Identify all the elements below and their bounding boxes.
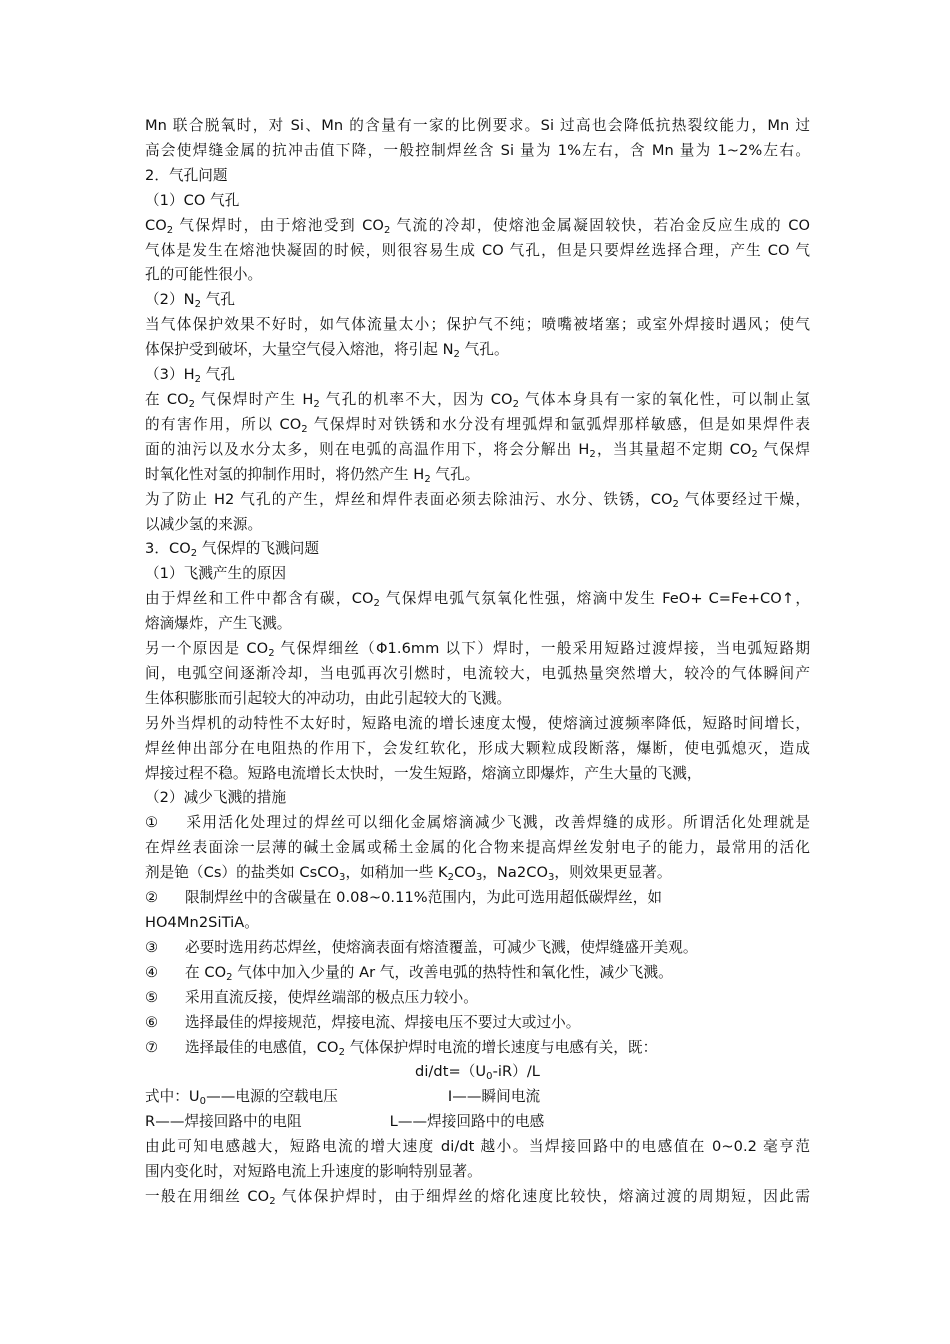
text-line: Mn 联合脱氧时，对 Si、Mn 的含量有一家的比例要求。Si 过高也会降低抗热裂纹能力，Mn 过 xyxy=(145,117,810,134)
formula-legend: R——焊接回路中的电阻 L——焊接回路中的电感 xyxy=(145,1113,545,1131)
text-line: 剂是铯（Cs）的盐类如 CsCO$_3$，如稍加一些 $K_2CO_3$，$Na2CO_3$，则效果更显著。 xyxy=(145,864,672,884)
subsection-heading: （1）CO 气孔 xyxy=(145,191,240,209)
list-item: ③ 必要时选用药芯焊丝，使熔滴表面有熔渣覆盖，可减少飞溅，使焊缝盛开美观。 xyxy=(145,938,698,956)
text-line: 面的油污以及水分太多，则在电弧的高温作用下，将会分解出 $H_2$，当其量超不定期 $CO_2$ 气保焊 xyxy=(145,440,810,460)
text-line: 由于焊丝和工件中都含有碳，$CO_2$ 气保焊电弧气氛氧化性强，熔滴中发生 FeO+ C=Fe+CO↑， xyxy=(145,590,810,610)
text-line: HO4Mn2SiTiA。 xyxy=(145,914,259,931)
text-line: 熔滴爆炸，产生飞溅。 xyxy=(145,615,292,633)
text-line: 由此可知电感越大，短路电流的增大速度 di/dt 越小。当焊接回路中的电感值在 0~0.2 毫亨范 xyxy=(145,1138,810,1156)
list-item: ④ 在 $CO_2$ 气体中加入少量的 Ar 气，改善电弧的热特性和氧化性，减少飞溅。 xyxy=(145,963,673,983)
text-line: 孔的可能性很小。 xyxy=(145,266,263,284)
list-item: ① 采用活化处理过的焊丝可以细化金属熔滴减少飞溅，改善焊缝的成形。所谓活化处理就是 xyxy=(145,814,810,832)
text-line: 体保护受到破坏，大量空气侵入熔池，将引起 $N_2$ 气孔。 xyxy=(145,341,509,361)
list-item: ⑥ 选择最佳的焊接规范，焊接电流、焊接电压不要过大或过小。 xyxy=(145,1013,581,1031)
text-line: 为了防止 H2 气孔的产生，焊丝和焊件表面必须去除油污、水分、铁锈，$CO_2$ 气体要经过干燥， xyxy=(145,490,810,510)
text-line: 以减少氢的来源。 xyxy=(145,515,263,533)
text-line: 围内变化时，对短路电流上升速度的影响特别显著。 xyxy=(145,1163,482,1181)
text-line: 当气体保护效果不好时，如气体流量太小；保护气不纯；喷嘴被堵塞；或室外焊接时遇风；使气 xyxy=(145,316,810,334)
text-line: 生体积膨胀而引起较大的冲动功，由此引起较大的飞溅。 xyxy=(145,689,512,707)
text-line: 焊接过程不稳。短路电流增长太快时，一发生短路，熔滴立即爆炸，产生大量的飞溅， xyxy=(145,764,702,782)
text-line: 高会使焊缝金属的抗冲击值下降，一般控制焊丝含 Si 量为 1%左右，含 Mn 量为 1~2%左右。 xyxy=(145,141,810,159)
section-heading: 2．气孔问题 xyxy=(145,166,228,184)
formula-legend: 式中：$U_0——$电源的空载电压 I——瞬间电流 xyxy=(145,1088,541,1108)
list-item: ⑦ 选择最佳的电感值，$CO_2$ 气体保护焊时电流的增长速度与电感有关，既： xyxy=(145,1038,658,1058)
subsection-heading: $(2)N_2$ 气孔 xyxy=(145,291,235,311)
text-line: 气体是发生在熔池快凝固的时候，则很容易生成 CO 气孔，但是只要焊丝选择合理，产生 CO 气 xyxy=(145,241,810,259)
text-line: 在 $CO_2$ 气保焊时产生 $H_2$ 气孔的机率不大，因为 $CO_2$ 气体本身具有一家的氧化性，可以制止氢 xyxy=(145,390,810,410)
text-line: 的有害作用，所以 $CO_2$ 气保焊时对铁锈和水分没有埋弧焊和氩弧焊那样敏感，但是如果焊件表 xyxy=(145,415,810,435)
formula: $di/dt=(U_0-iR)/L$ xyxy=(415,1063,540,1083)
subsection-heading: （2）减少飞溅的措施 xyxy=(145,789,287,807)
document-page xyxy=(145,114,810,1210)
list-item: ⑤ 采用直流反接，使焊丝端部的极点压力较小。 xyxy=(145,988,478,1006)
subsection-heading: $(3)H_2$ 气孔 xyxy=(145,366,236,386)
text-line: $CO_2$ 气保焊时，由于熔池受到 $CO_2$ 气流的冷却，使熔池金属凝固较快，若冶金反应生成的 CO xyxy=(145,216,810,236)
section-heading: 3．$CO_2$ 气保焊的飞溅问题 xyxy=(145,540,320,560)
subsection-heading: （1）飞溅产生的原因 xyxy=(145,565,287,583)
text-line: 另一个原因是 $CO_2$ 气保焊细丝（Φ1.6mm 以下）焊时，一般采用短路过渡焊接，当电弧短路期 xyxy=(145,640,810,660)
text-line: 在焊丝表面涂一层薄的碱土金属或稀土金属的化合物来提高焊丝发射电子的能力，最常用的活化 xyxy=(145,839,810,857)
text-line: 焊丝伸出部分在电阻热的作用下，会发红软化，形成大颗粒成段断落，爆断，使电弧熄灭，造成 xyxy=(145,739,810,757)
text-line: 时氧化性对氢的抑制作用时，将仍然产生 $H_2$ 气孔。 xyxy=(145,465,480,485)
text-line: 间，电弧空间逐渐冷却，当电弧再次引燃时，电流较大，电弧热量突然增大，较冷的气体瞬间产 xyxy=(145,664,810,682)
text-line: 一般在用细丝 $CO_2$ 气体保护焊时，由于细焊丝的熔化速度比较快，熔滴过渡的周期短，因此需 xyxy=(145,1187,810,1207)
list-item: ② 限制焊丝中的含碳量在 0.08~0.11%范围内，为此可选用超低碳焊丝，如 xyxy=(145,889,663,907)
text-line: 另外当焊机的动特性不太好时，短路电流的增长速度太慢，使熔滴过渡频率降低，短路时间增长， xyxy=(145,714,810,732)
